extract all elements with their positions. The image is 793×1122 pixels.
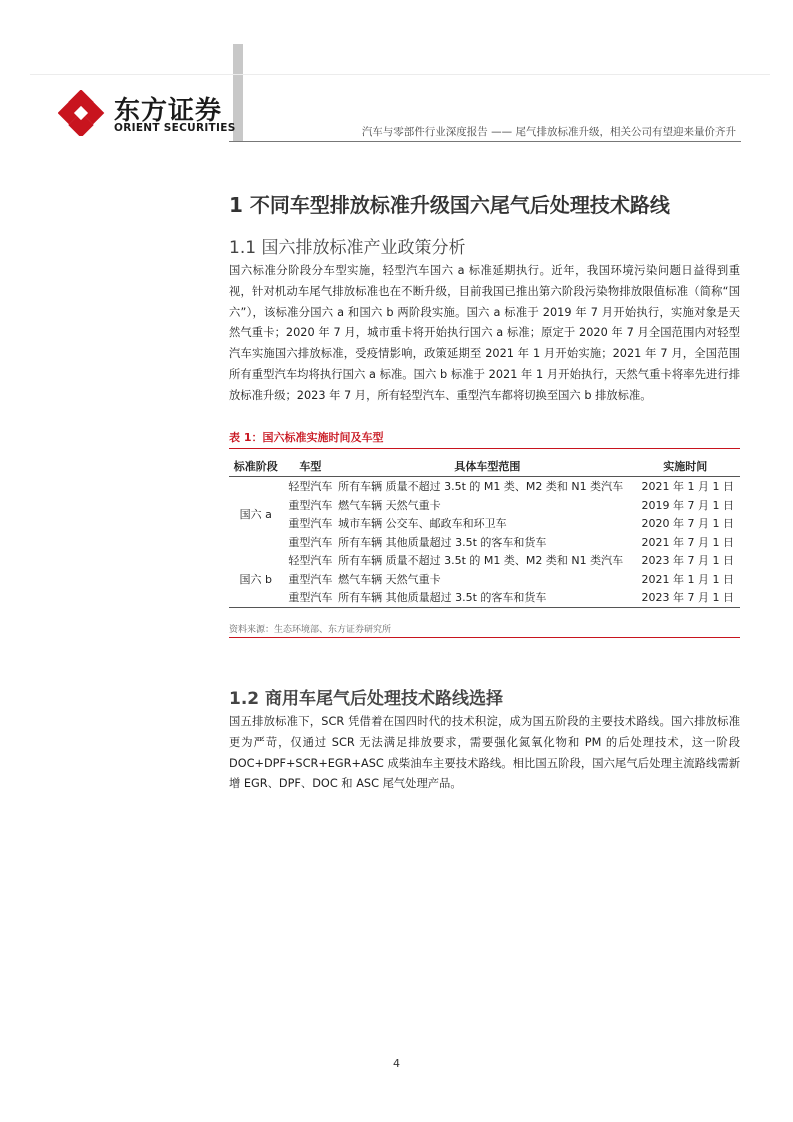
- table-cell-date: 2021 年 1 月 1 日: [641, 480, 734, 494]
- table-cell-range: 燃气车辆 天然气重卡: [338, 498, 441, 512]
- section-1-1-heading: 1.1 国六排放标准产业政策分析: [229, 238, 466, 258]
- section-1-1-paragraph: 国六标准分阶段分车型实施，轻型汽车国六 a 标准延期执行。近年，我国环境污染问题日益得到重视，针对机动车尾气排放标准也在不断升级，目前我国已推出第六阶段污染物排放限值标准（简称“国六”），该标准分国六 a 和国六 b 两阶段实施。国六 a 标准于 2019 年 7 月开始执行，实施对象是天然气重卡；2020 年 7 月，城市重卡将开始执行国六 a 标准；原定于 2020 年 7 月全国范围内对轻型汽车实施国六排放标准，受疫情影响，政策延期至 2021 年 1 月开始实施；2021 年 7 月，全国范围所有重型汽车均将执行国六 a 标准。国六 b 标准于 2021 年 1 月开始执行，天然气重卡将率先进行排放标准升级；2023 年 7 月，所有轻型汽车、重型汽车都将切换至国六 b 排放标准。: [229, 264, 740, 402]
- table-cell-date: 2023 年 7 月 1 日: [641, 554, 734, 568]
- table-cell-type: 重型汽车: [288, 517, 333, 531]
- company-logo: [58, 90, 236, 136]
- table-header-range: 具体车型范围: [338, 456, 636, 477]
- section-1-heading: 1 不同车型排放标准升级国六尾气后处理技术路线: [229, 193, 670, 217]
- table-row: [229, 570, 740, 589]
- table-row: [229, 496, 740, 515]
- table-cell-stage: 国六 b: [229, 551, 283, 607]
- table-cell-type: 轻型汽车: [288, 554, 333, 568]
- section-1-2-heading: 1.2 商用车尾气后处理技术路线选择: [229, 689, 504, 709]
- section-1-2-paragraph: 国五排放标准下，SCR 凭借着在国四时代的技术积淀，成为国五阶段的主要技术路线。国六排放标准更为严苛，仅通过 SCR 无法满足排放要求，需要强化氮氧化物和 PM 的后处理技术，这一阶段 DOC+DPF+SCR+EGR+ASC 成柴油车主要技术路线。相比国五阶段，国六尾气后处理主流路线需新增 EGR、DPF、DOC 和 ASC 尾气处理产品。: [229, 715, 740, 791]
- report-header-title: 汽车与零部件行业深度报告 —— 尾气排放标准升级，相关公司有望迎来量价齐升: [361, 126, 736, 138]
- table-header-row: [229, 456, 740, 477]
- table-row: [229, 588, 740, 607]
- table-cell-stage: 国六 a: [239, 508, 272, 521]
- orient-securities-logo-icon: [58, 90, 106, 136]
- table-cell-range: 所有车辆 其他质量超过 3.5t 的客车和货车: [338, 588, 636, 607]
- table-1-source: 资料来源：生态环境部、东方证券研究所: [229, 625, 392, 635]
- table-row: [229, 533, 740, 552]
- table-header-type: 车型: [283, 456, 339, 477]
- logo-name-en: ORIENT SECURITIES: [114, 122, 236, 134]
- table-cell-range: 所有车辆 其他质量超过 3.5t 的客车和货车: [338, 535, 547, 549]
- table-cell-range: 所有车辆 质量不超过 3.5t 的 M1 类、M2 类和 N1 类汽车: [338, 480, 624, 494]
- table-cell-date: 2021 年 1 月 1 日: [641, 572, 734, 586]
- table-row: [229, 477, 740, 496]
- table-cell-range: 所有车辆 质量不超过 3.5t 的 M1 类、M2 类和 N1 类汽车: [338, 554, 624, 568]
- table-row: [229, 551, 740, 570]
- table-header-date: 实施时间: [637, 456, 740, 477]
- header-rule: [229, 141, 741, 142]
- table-cell-range: 燃气车辆 天然气重卡: [338, 572, 441, 586]
- table-cell-type: 重型汽车: [288, 572, 333, 586]
- table-cell-date: 2021 年 7 月 1 日: [641, 535, 734, 549]
- table-cell-type: 轻型汽车: [288, 480, 333, 494]
- table-cell-date: 2020 年 7 月 1 日: [641, 517, 734, 531]
- page-number: 4: [393, 1057, 400, 1070]
- table-row: [229, 514, 740, 533]
- table-cell-range: 城市车辆 公交车、邮政车和环卫车: [338, 517, 507, 531]
- table-cell-date: 2023 年 7 月 1 日: [637, 588, 740, 607]
- table-cell-date: 2019 年 7 月 1 日: [641, 498, 734, 512]
- table-cell-type: 重型汽车: [288, 498, 333, 512]
- table-cell-type: 重型汽车: [288, 535, 333, 549]
- header-faint-rule: [30, 74, 770, 75]
- table-1-top-rule: [229, 448, 740, 449]
- table-1-bottom-rule: [229, 637, 740, 638]
- logo-name-cn: 东方证券: [114, 96, 223, 126]
- table-cell-type: 重型汽车: [283, 588, 339, 607]
- table-1-caption: 表 1：国六标准实施时间及车型: [229, 431, 384, 444]
- table-1: [229, 456, 740, 608]
- table-header-stage: 标准阶段: [229, 456, 283, 477]
